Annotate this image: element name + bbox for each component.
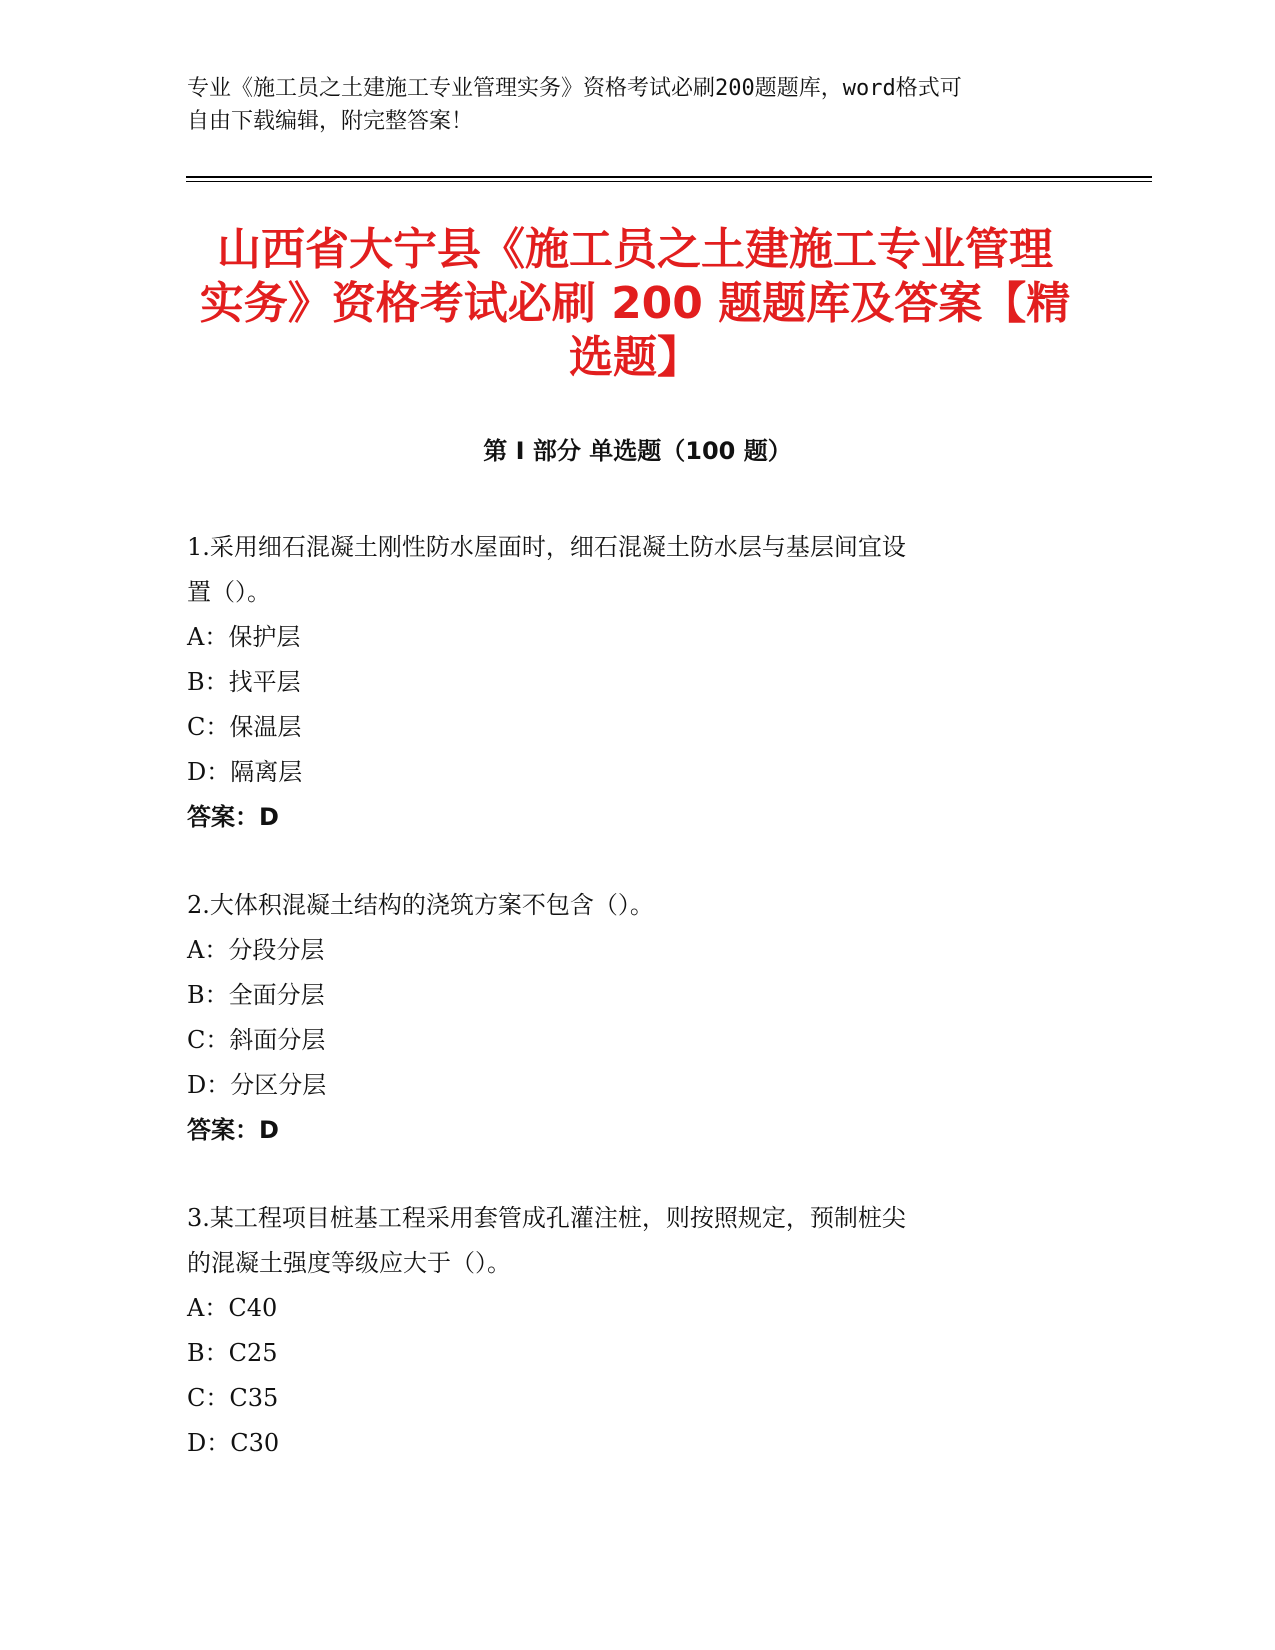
title-line-2: 实务》资格考试必刷 200 题题库及答案【精 — [199, 278, 1071, 329]
header-line-1: 专业《施工员之土建施工专业管理实务》资格考试必刷200题题库，word格式可 — [187, 76, 962, 101]
document-title — [195, 223, 1075, 385]
section-title: 第 I 部分 单选题（100 题） — [483, 437, 792, 465]
question-item — [187, 525, 1067, 840]
header-divider-thick — [186, 176, 1152, 178]
option-a: A：C40 — [187, 1294, 278, 1322]
option-d: D：分区分层 — [187, 1071, 327, 1099]
question-item — [187, 883, 1067, 1153]
option-a: A：保护层 — [187, 623, 301, 651]
document-header — [187, 72, 1067, 138]
answer: 答案：D — [187, 1116, 279, 1144]
title-line-1: 山西省大宁县《施工员之土建施工专业管理 — [217, 224, 1053, 275]
option-b: B：找平层 — [187, 668, 301, 696]
option-c: C：C35 — [187, 1384, 279, 1412]
option-b: B：全面分层 — [187, 981, 325, 1009]
question-list — [187, 525, 1067, 1509]
option-d: D：C30 — [187, 1429, 280, 1457]
option-b: B：C25 — [187, 1339, 278, 1367]
question-stem: 3.某工程项目桩基工程采用套管成孔灌注桩，则按照规定，预制桩尖 — [187, 1204, 906, 1232]
option-c: C：保温层 — [187, 713, 302, 741]
question-stem-cont: 的混凝土强度等级应大于（）。 — [187, 1249, 511, 1277]
header-divider-thin — [186, 181, 1152, 182]
question-stem: 1.采用细石混凝土刚性防水屋面时，细石混凝土防水层与基层间宜设 — [187, 533, 906, 561]
question-stem-cont: 置（）。 — [187, 578, 271, 606]
option-c: C：斜面分层 — [187, 1026, 326, 1054]
option-a: A：分段分层 — [187, 936, 325, 964]
question-item — [187, 1196, 1067, 1466]
answer: 答案：D — [187, 803, 279, 831]
question-stem: 2.大体积混凝土结构的浇筑方案不包含（）。 — [187, 891, 654, 919]
title-line-3: 选题】 — [569, 332, 701, 383]
header-line-2: 自由下载编辑，附完整答案！ — [187, 109, 474, 134]
option-d: D：隔离层 — [187, 758, 303, 786]
